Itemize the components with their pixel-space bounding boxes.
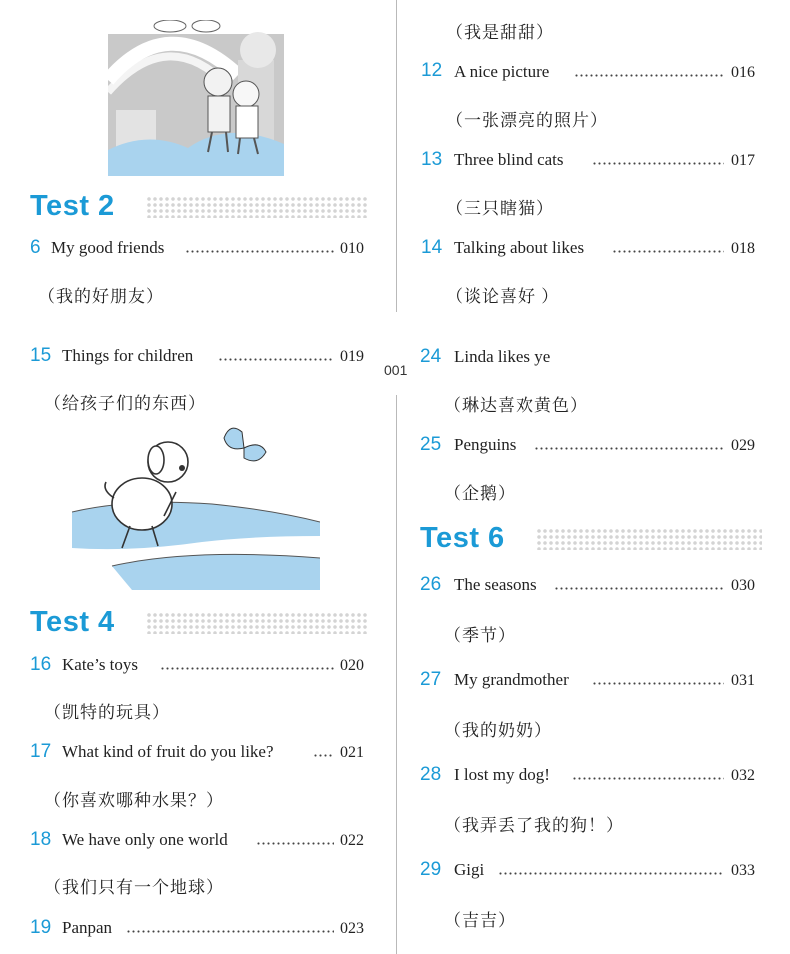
entry-page: 029 xyxy=(731,437,755,454)
entry-chinese: （我们只有一个地球） xyxy=(44,878,224,897)
column-divider-bottom xyxy=(396,395,397,954)
leader-dots xyxy=(572,777,724,780)
entry-page: 030 xyxy=(731,577,755,594)
entry-title: My grandmother xyxy=(454,670,569,689)
entry-page: 018 xyxy=(731,240,755,257)
entry-title: Kate’s toys xyxy=(62,655,139,674)
entry-chinese: （一张漂亮的照片） xyxy=(446,111,608,130)
entry-page: 019 xyxy=(340,348,364,365)
leader-dots xyxy=(534,447,724,450)
leader-dots xyxy=(592,162,724,165)
entry-page: 021 xyxy=(340,744,364,761)
entry-number: 29 xyxy=(420,859,442,880)
entry-number: 26 xyxy=(420,574,442,595)
leader-dots xyxy=(554,587,724,590)
entry-title: Linda likes ye xyxy=(454,347,551,366)
leader-dots xyxy=(126,930,334,933)
leader-dots xyxy=(185,250,335,253)
test4-heading: Test 4 xyxy=(30,606,115,638)
leader-dots xyxy=(313,754,334,757)
entry-title: Things for children xyxy=(62,346,194,365)
leader-dots xyxy=(612,250,724,253)
test6-heading: Test 6 xyxy=(420,522,505,554)
entry-page: 031 xyxy=(731,672,755,689)
entry-number: 13 xyxy=(421,149,443,170)
leader-dots xyxy=(256,842,334,845)
kids-illustration xyxy=(108,20,284,176)
entry-number: 24 xyxy=(420,346,442,367)
entry-page: 016 xyxy=(731,64,755,81)
entry-title: Talking about likes xyxy=(454,238,585,257)
entry-page: 020 xyxy=(340,657,364,674)
entry-chinese: （你喜欢哪种水果？） xyxy=(44,791,224,810)
entry-chinese: （琳达喜欢黄色） xyxy=(444,396,588,415)
entry-chinese: （给孩子们的东西） xyxy=(44,394,206,413)
leader-dots xyxy=(574,74,724,77)
test2-heading: Test 2 xyxy=(30,190,115,222)
entry-title: Panpan xyxy=(62,918,113,937)
leader-dots xyxy=(592,682,724,685)
test4-heading-band xyxy=(146,612,368,634)
entry-number: 6 xyxy=(30,237,41,258)
entry-number: 17 xyxy=(30,741,52,762)
entry-chinese: （三只瞎猫） xyxy=(446,199,554,218)
entry-title: Penguins xyxy=(454,435,517,454)
entry-title: My good friends xyxy=(51,238,165,257)
entry-page: 032 xyxy=(731,767,755,784)
entry-title: Three blind cats xyxy=(454,150,564,169)
dog-butterfly-illustration xyxy=(72,418,320,590)
entry-number: 25 xyxy=(420,434,442,455)
entry-chinese: （我是甜甜） xyxy=(446,23,554,42)
entry-title: Gigi xyxy=(454,860,485,879)
entry-chinese: （季节） xyxy=(444,626,516,645)
entry-page: 010 xyxy=(340,240,364,257)
entry-title: A nice picture xyxy=(454,62,550,81)
entry-chinese: （我的奶奶） xyxy=(444,721,552,740)
entry-chinese: （企鹅） xyxy=(444,484,516,503)
entry-chinese: （谈论喜好 ） xyxy=(446,287,560,306)
entry-title: We have only one world xyxy=(62,830,228,849)
entry-page: 023 xyxy=(340,920,364,937)
entry-page: 022 xyxy=(340,832,364,849)
entry-title: What kind of fruit do you like? xyxy=(62,742,274,761)
entry-title: I lost my dog! xyxy=(454,765,550,784)
column-divider-top xyxy=(396,0,397,312)
test6-heading-band xyxy=(536,528,762,550)
leader-dots xyxy=(160,667,334,670)
leader-dots xyxy=(218,358,334,361)
test2-heading-band xyxy=(146,196,368,218)
entry-page: 033 xyxy=(731,862,755,879)
entry-number: 12 xyxy=(421,60,443,81)
entry-chinese: （吉吉） xyxy=(444,911,516,930)
entry-number: 16 xyxy=(30,654,52,675)
entry-title: The seasons xyxy=(454,575,537,594)
entry-number: 28 xyxy=(420,764,442,785)
entry-chinese: （凯特的玩具） xyxy=(44,703,170,722)
leader-dots xyxy=(498,872,724,875)
entry-number: 15 xyxy=(30,345,52,366)
entry-number: 27 xyxy=(420,669,442,690)
entry-page: 017 xyxy=(731,152,755,169)
entry-number: 19 xyxy=(30,917,52,938)
entry-chinese: （我弄丢了我的狗！） xyxy=(444,816,624,835)
page-number: 001 xyxy=(384,362,408,378)
entry-chinese: （我的好朋友） xyxy=(38,287,164,306)
entry-number: 18 xyxy=(30,829,52,850)
entry-number: 14 xyxy=(421,237,443,258)
